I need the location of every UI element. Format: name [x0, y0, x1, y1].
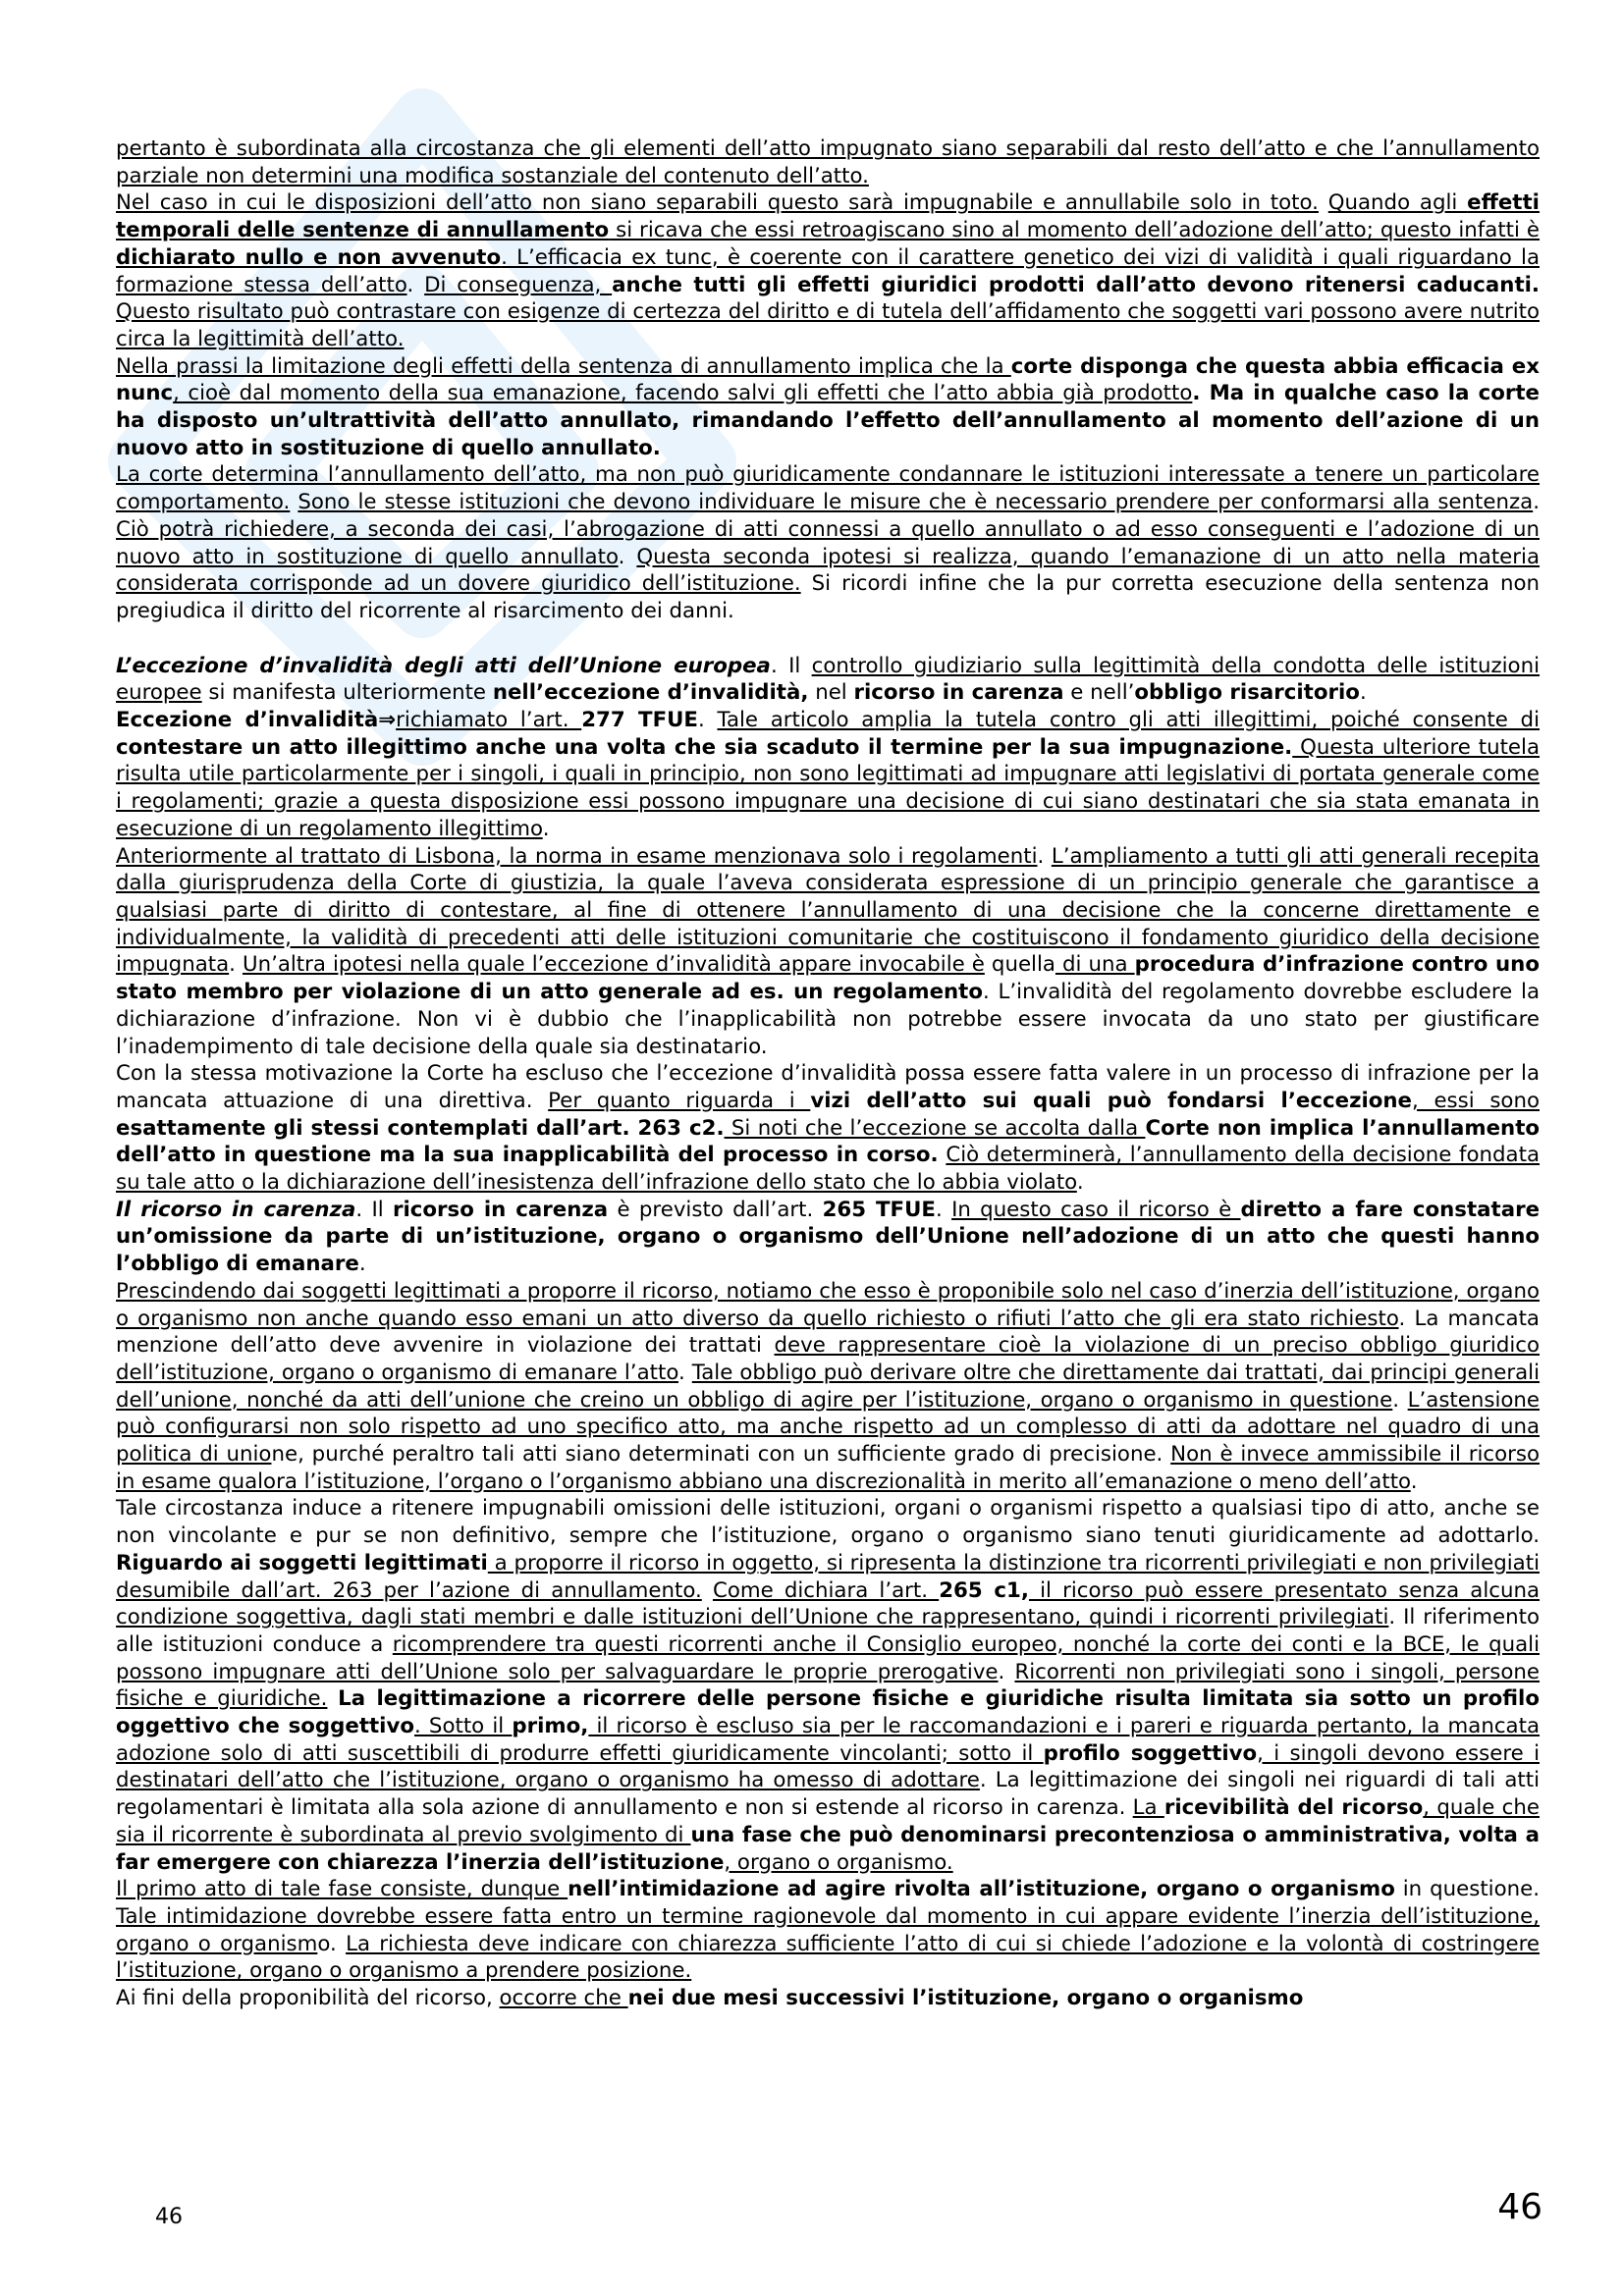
- text-run: in questione.: [1394, 1877, 1540, 1902]
- text-run: .: [1392, 1387, 1408, 1413]
- text-run: , i singoli devono essere i destinatari dell’atto che l’istituzione, organo o organismo ha omesso di adottare: [116, 1740, 1540, 1793]
- paragraph-p7: [116, 843, 1540, 1061]
- text-run: .: [358, 1252, 366, 1277]
- text-run: Per quanto riguarda i: [548, 1088, 811, 1113]
- text-run: In questo caso il ricorso è: [951, 1197, 1241, 1222]
- text-run: .: [998, 1659, 1015, 1684]
- text-run: pertanto è subordinata alla circostanza che gli elementi dell’atto impugnato siano separabili dal resto dell’atto e che l’annullamento parziale non determini una modifica sostanziale del contenuto dell’atto.: [116, 136, 1540, 188]
- text-run: , cioè dal momento della sua emanazione, facendo salvi gli effetti che l’atto abbia già prodotto: [173, 381, 1193, 406]
- text-run: 277 TFUE: [581, 708, 698, 733]
- text-run: ricorso in carenza: [853, 680, 1064, 706]
- paragraph-p9: [116, 1197, 1540, 1278]
- text-run: il ricorso è escluso sia per le raccomandazioni e i pareri e riguarda pertanto, la mancata adozione solo di atti suscettibili di produrre effetti giuridicamente vincolanti; sotto il: [116, 1714, 1540, 1766]
- text-run: ricomprendere tra questi ricorrenti anche il Consiglio europeo, nonché la corte dei conti e la BCE, le quali possono impugnare atti dell’Unione solo per salvaguardare le proprie prerogative: [116, 1631, 1540, 1684]
- text-run: , essi sono: [1412, 1088, 1540, 1113]
- text-run: controllo giudiziario sulla legittimità della condotta delle istituzioni europee: [116, 653, 1540, 706]
- text-run: Sono le stesse istituzioni che devono individuare le misure che è necessario prendere per conformarsi alla sentenza: [298, 490, 1534, 515]
- text-run: Di conseguenza,: [424, 272, 613, 297]
- text-run: occorre che: [499, 1986, 628, 2011]
- text-run: richiamato l’art.: [396, 708, 582, 733]
- text-run: 265 c1,: [939, 1577, 1029, 1603]
- text-run: a proporre il ricorso in oggetto, si ripresenta la distinzione tra ricorrenti privilegiati e non privilegiati desumibile dall’art. 263 per l’azione di annullamento.: [116, 1550, 1540, 1603]
- page-number-left: 46: [155, 2205, 183, 2229]
- text-run: corte disponga che questa abbia efficacia ex nunc: [116, 353, 1540, 406]
- text-run: si ricava che essi retroagiscano sino al momento dell’adozione dell’atto; questo infatti è: [609, 218, 1540, 243]
- text-run: [1319, 190, 1328, 215]
- text-run: .: [1410, 1468, 1418, 1494]
- text-run: . L’efficacia ex tunc, è coerente con il carattere genetico dei vizi di validità i quali riguardano la formazione stessa dell’atto: [116, 244, 1540, 297]
- paragraph-p4: [116, 461, 1540, 624]
- paragraph-p10: [116, 1278, 1540, 1496]
- text-run: .: [618, 544, 637, 569]
- text-run: L’astensione può configurarsi non solo rispetto ad uno specifico atto, ma anche rispetto ad un complesso di atti da adottare nel quadro di una politica di unio: [116, 1387, 1541, 1468]
- text-run: Eccezione d’invalidità⇒: [116, 708, 397, 733]
- text-run: o.: [317, 1931, 347, 1956]
- text-run: .: [1533, 490, 1540, 515]
- text-run: di una: [1055, 952, 1135, 978]
- text-run: . La mancata menzione dell’atto deve avvenire in violazione dei trattati: [116, 1306, 1540, 1359]
- text-run: Nel caso in cui le disposizioni dell’atto non siano separabili questo sarà impugnabile e annullabile solo in toto.: [116, 190, 1319, 216]
- paragraph-p3: [116, 353, 1540, 462]
- paragraph-p12: [116, 1876, 1540, 1985]
- text-run: Il ricorso in carenza: [116, 1197, 356, 1222]
- text-run: , organo o organismo.: [724, 1849, 953, 1875]
- text-run: . L’invalidità del regolamento dovrebbe escludere la dichiarazione d’infrazione. Non vi è dubbio che l’inapplicabilità non potrebbe essere invocata da uno stato per giustificare l’inadempimento di tale decisione della quale sia destinatario.: [116, 980, 1540, 1059]
- paragraph-p11: [116, 1495, 1540, 1876]
- text-run: deve rappresentare cioè la violazione di un preciso obbligo giuridico dell’istituzione, organo o organismo di emanare l’atto: [116, 1333, 1540, 1385]
- text-run: Ciò determinerà, l’annullamento della decisione fondata su tale atto o la dichiarazione dell’inesistenza dell’infrazione dello stato che lo abbia violato: [116, 1143, 1540, 1196]
- text-run: Questo risultato può contrastare con esigenze di certezza del diritto e di tutela dell’affidamento che soggetti vari possono avere nutrito circa la legittimità dell’atto.: [116, 299, 1540, 351]
- text-run: Tale circostanza induce a ritenere impugnabili omissioni delle istituzioni, organi o organismi rispetto a qualsiasi tipo di atto, anche se non vincolante e pur se non definitivo, sempre che l’istituzione, organo o organismo siano tenuti giuridicamente ad adottarlo.: [116, 1496, 1540, 1549]
- text-run: Tale obbligo può derivare oltre che direttamente dai trattati, dai principi generali dell’unione, nonché da atti dell’unione che creino un obbligo di agire per l’istituzione, organo o organismo in questione: [116, 1360, 1540, 1413]
- page-number-right: 46: [1497, 2187, 1542, 2227]
- text-run: La richiesta deve indicare con chiarezza sufficiente l’atto di cui si chiede l’adozione e la volontà di costringere l’istituzione, organo o organismo a prendere posizione.: [116, 1931, 1540, 1984]
- text-run: Ricorrenti non privilegiati sono i singoli, persone fisiche e giuridiche.: [116, 1659, 1540, 1712]
- text-run: ricorso in carenza: [393, 1197, 609, 1222]
- text-run: .: [229, 952, 243, 978]
- text-run: Nella prassi la limitazione degli effetti della sentenza di annullamento implica che la: [116, 353, 1011, 379]
- text-run: .: [406, 272, 425, 297]
- text-run: .: [542, 816, 550, 841]
- text-run: nel: [808, 680, 854, 706]
- text-run: .: [935, 1197, 952, 1222]
- text-run: Anteriormente al trattato di Lisbona, la norma in esame menzionava solo i regolamenti: [116, 843, 1038, 869]
- text-run: . Il: [770, 653, 812, 678]
- paragraph-p1: [116, 135, 1540, 189]
- text-run: .: [1037, 843, 1052, 869]
- text-run: contestare un atto illegittimo anche una volta che sia scaduto il termine per la sua impugnazione.: [116, 734, 1293, 760]
- paragraph-p2: [116, 189, 1540, 352]
- text-run: vizi dell’atto sui quali può fondarsi l’eccezione: [810, 1088, 1413, 1113]
- text-run: e nell’: [1063, 680, 1135, 706]
- text-run: si manifesta ulteriormente: [201, 680, 493, 706]
- document-body: [116, 135, 1540, 2012]
- text-run: .: [1359, 680, 1367, 706]
- text-run: Ai fini della proponibilità del ricorso,: [116, 1986, 500, 2011]
- text-run: primo,: [512, 1714, 589, 1739]
- text-run: .: [1076, 1170, 1084, 1196]
- text-run: è previsto dall’art.: [608, 1197, 823, 1222]
- text-run: .: [678, 1360, 692, 1385]
- text-run: Come dichiara l’art.: [712, 1577, 940, 1603]
- text-run: Il primo atto di tale fase consiste, dunque: [116, 1877, 568, 1902]
- text-run: nell’intimidazione ad agire rivolta all’istituzione, organo o organismo: [568, 1877, 1395, 1902]
- text-run: ricevibilità del ricorso: [1163, 1795, 1424, 1821]
- text-run: Questa seconda ipotesi si realizza, quando l’emanazione di un atto nella materia considerata corrisponde ad un dovere giuridico dell’istituzione.: [116, 544, 1540, 597]
- text-run: L’eccezione d’invalidità degli atti dell’Unione europea: [116, 653, 771, 678]
- text-run: Si ricordi infine che la pur corretta esecuzione della sentenza non pregiudica il diritto del ricorrente al risarcimento dei danni.: [116, 571, 1540, 623]
- text-run: [702, 1578, 713, 1603]
- text-run: L’ampliamento a tutti gli atti generali recepita dalla giurisprudenza della Corte di giustizia, la quale l’aveva considerata espressione di un principio generale che garantisce a qualsiasi parte di diritto di contestare, al fine di ottenere l’annullamento di una decisione che la concerne direttamente e individualmente, la validità di precedenti atti delle istituzioni comunitarie che costituiscono il fondamento giuridico della decisione impugnata: [116, 843, 1540, 978]
- text-run: obbligo risarcitorio: [1134, 680, 1360, 706]
- text-run: nei due mesi successivi l’istituzione, organo o organismo: [627, 1986, 1304, 2011]
- text-run: Tale articolo amplia la tutela contro gli atti illegittimi, poiché consente di: [717, 708, 1540, 733]
- text-run: [327, 1686, 338, 1711]
- text-run: diretto a fare constatare un’omissione da parte di un’istituzione, organo o organismo dell’Unione nell’adozione di un atto che questi hanno l’obbligo di emanare: [116, 1197, 1541, 1277]
- text-run: profilo soggettivo: [1043, 1740, 1258, 1766]
- text-run: La legittimazione a ricorrere delle persone fisiche e giuridiche risulta limitata sia sotto un profilo oggettivo che soggettivo: [116, 1686, 1540, 1739]
- paragraph-p13: [116, 1985, 1540, 2012]
- text-run: procedura d’infrazione contro uno stato membro per violazione di un atto generale ad es. un regolamento: [116, 952, 1540, 1005]
- text-run: . Il riferimento alle istituzioni conduce a: [116, 1605, 1540, 1657]
- text-run: . Ma in qualche caso la corte ha disposto un’ultrattività dell’atto annullato, rimandando l’effetto dell’annullamento al momento dell’azione di un nuovo atto in sostituzione di quello annullato.: [116, 381, 1540, 460]
- text-run: . Sotto il: [414, 1714, 513, 1739]
- text-run: effetti temporali delle sentenze di annullamento: [116, 190, 1540, 243]
- text-run: nell’eccezione d’invalidità,: [492, 680, 809, 706]
- text-run: Non è invece ammissibile il ricorso in esame qualora l’istituzione, l’organo o l’organismo abbiano una discrezionalità in merito all’emanazione o meno dell’atto: [116, 1442, 1540, 1494]
- text-run: .: [697, 708, 718, 733]
- text-run: ne, purché peraltro tali atti siano determinati con un sufficiente grado di precisione.: [271, 1442, 1171, 1468]
- text-run: anche tutti gli effetti giuridici prodotti dall’atto devono ritenersi caducanti.: [612, 272, 1541, 297]
- text-run: La: [1132, 1795, 1164, 1821]
- text-run: una fase che può denominarsi precontenziosa o amministrativa, volta a far emergere con chiarezza l’inerzia dell’istituzione: [116, 1822, 1540, 1875]
- text-run: . Il: [355, 1197, 393, 1222]
- text-run: Riguardo ai soggetti legittimati: [116, 1550, 488, 1575]
- text-run: Si noti che l’eccezione se accolta dalla: [724, 1115, 1146, 1141]
- text-run: Un’altra ipotesi nella quale l’eccezione d’invalidità appare invocabile è: [242, 952, 985, 978]
- text-run: Prescindendo dai soggetti legittimati a proporre il ricorso, notiamo che esso è proponibile solo nel caso d’inerzia dell’istituzione, organo o organismo non anche quando esso emani un atto diverso da quello richiesto o rifiuti l’atto che gli era stato richiesto: [116, 1278, 1540, 1331]
- text-run: esattamente gli stessi contemplati dall’art. 263 c2.: [116, 1115, 725, 1141]
- text-run: La corte determina l’annullamento dell’atto, ma non può giuridicamente condannare le istituzioni interessate a tenere un particolare comportamento.: [116, 462, 1540, 515]
- text-run: , quale che sia il ricorrente è subordinata al previo svolgimento di: [116, 1795, 1540, 1847]
- text-run: Quando agli: [1327, 190, 1468, 216]
- text-run: Ciò potrà richiedere, a seconda dei casi, l’abrogazione di atti connessi a quello annullato o ad esso conseguenti e l’adozione di un nuovo atto in sostituzione di quello annullato: [116, 516, 1540, 569]
- paragraph-p5: [116, 653, 1540, 707]
- paragraph-p6: [116, 707, 1540, 843]
- text-run: quella: [984, 952, 1055, 978]
- text-run: Questa ulteriore tutela risulta utile particolarmente per i singoli, i quali in principio, non sono legittimati ad impugnare atti legislativi di portata generale come i regolamenti; grazie a questa disposizione essi possono impugnare una decisione di cui siano destinatari che sia stata emanata in esecuzione di un regolamento illegittimo: [116, 734, 1541, 841]
- text-run: 265 TFUE: [822, 1197, 936, 1222]
- text-run: il ricorso può essere presentato senza alcuna condizione soggettiva, dagli stati membri e dalle istituzioni dell’Unione che rappresentano, quindi i ricorrenti privilegiati: [116, 1577, 1540, 1630]
- text-run: Tale intimidazione dovrebbe essere fatta entro un termine ragionevole dal momento in cui appare evidente l’inerzia dell’istituzione, organo o organism: [116, 1904, 1540, 1956]
- text-run: dichiarato nullo e non avvenuto: [116, 244, 502, 270]
- text-run: . La legittimazione dei singoli nei riguardi di tali atti regolamentari è limitata alla sola azione di annullamento e non si estende al ricorso in carenza.: [116, 1768, 1540, 1821]
- text-run: Con la stessa motivazione la Corte ha escluso che l’eccezione d’invalidità possa essere fatta valere in un processo di infrazione per la mancata attuazione di una direttiva.: [116, 1061, 1540, 1113]
- text-run: Corte non implica l’annullamento dell’atto in questione ma la sua inapplicabilità del processo in corso.: [116, 1115, 1541, 1168]
- paragraph-p8: [116, 1060, 1540, 1197]
